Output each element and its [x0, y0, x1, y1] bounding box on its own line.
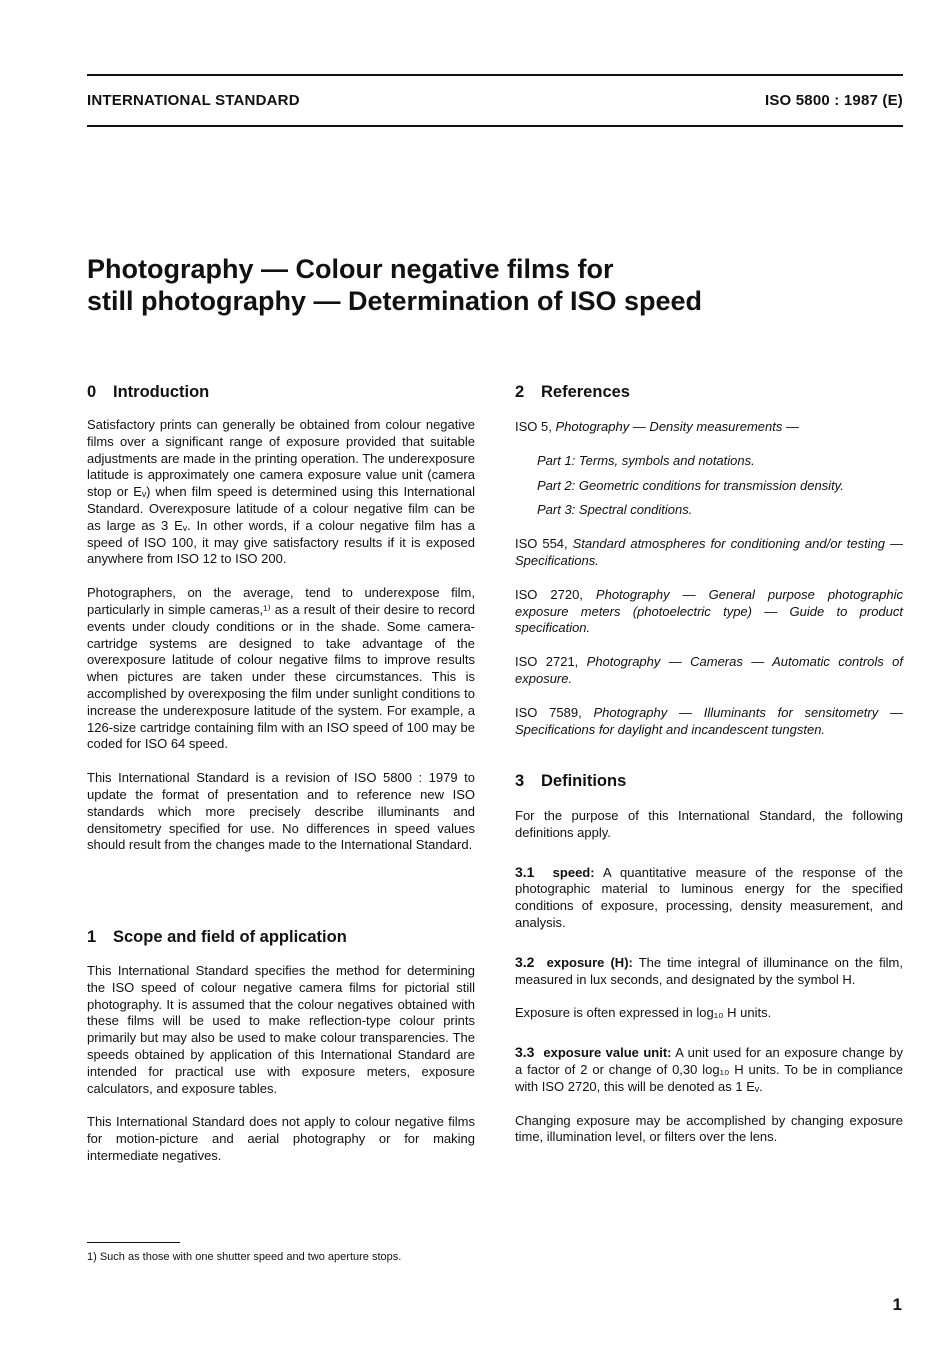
definitions-body: [515, 808, 903, 1163]
definition-item: 3.1 speed: A quantitative measure of the response of the photographic material to luminous energy for the specified conditions of exposure, processing, density measurement, and analysis.: [515, 863, 903, 930]
reference-item: ISO 7589, Photography — Illuminants for sensitometry — Specifications for daylight and incandescent tungsten.: [515, 704, 903, 737]
definition-item: 3.3 exposure value unit: A unit used for an exposure change by a factor of 2 or change of 0,30 log₁₀ H units. To be in compliance with ISO 2720, this will be denoted as 1 Eᵥ.: [515, 1044, 903, 1094]
scope-body: [87, 963, 475, 1182]
paragraph: Satisfactory prints can generally be obtained from colour negative films over a significant range of exposure provided that suitable adjustments are made in the printing operation. The underexposure latitude is approximately one camera exposure value unit (camera stop or Eᵥ) when film speed is determined using this International Standard. Overexposure latitude of a colour negative film can be as large as 3 Eᵥ. In other words, if a colour negative film has a speed of ISO 100, it may give satisfactory results if it is exposed anywhere from ISO 12 to ISO 200.: [87, 417, 475, 567]
reference-part: Part 3: Spectral conditions.: [537, 502, 693, 518]
paragraph: This International Standard is a revision of ISO 5800 : 1979 to update the format of presentation and to reference new ISO standards which more precisely describe illuminants and densitometry specified for use. No differences in speed values should result from the changes made to the International Standard.: [87, 770, 475, 853]
section-heading-references: 2 References: [515, 383, 630, 401]
title-line-2: still photography — Determination of ISO speed: [87, 286, 703, 316]
page-title: [87, 253, 702, 317]
reference-iso5: ISO 5, Photography — Density measurements —: [515, 419, 799, 434]
top-rule: [87, 74, 903, 76]
definition-note: Changing exposure may be accomplished by changing exposure time, illumination level, or filters over the lens.: [515, 1112, 903, 1145]
section-heading-introduction: 0 Introduction: [87, 383, 210, 401]
header-standard-number: ISO 5800 : 1987 (E): [764, 92, 903, 109]
references-body: [515, 419, 903, 755]
header-rule: [87, 125, 903, 127]
title-line-1: Photography — Colour negative films for: [87, 254, 614, 284]
reference-item: ISO 2721, Photography — Cameras — Automatic controls of exposure.: [515, 654, 903, 686]
definition-item: 3.2 exposure (H): The time integral of illuminance on the film, measured in lux seconds, and designated by the symbol H.: [515, 953, 903, 987]
reference-part: Part 1: Terms, symbols and notations.: [537, 452, 755, 468]
paragraph: Photographers, on the average, tend to underexpose film, particularly in simple cameras,¹⁾ as a result of their desire to record events under cloudy conditions or in the shade. Some camera-cartridge systems are designed to take advantage of the overexposure latitude of colour negative films to improve results when pictures are taken under these circumstances. This is accomplished by overexposing the film under sunlight conditions to increase the underexposure latitude of the system. For example, a 126-size cartridge containing film with an ISO speed of 100 may be coded for ISO 64 speed.: [87, 585, 475, 752]
paragraph: This International Standard does not apply to colour negative films for motion-picture and aerial photography or for making intermediate negatives.: [87, 1114, 475, 1163]
footnote-rule: [87, 1242, 180, 1243]
reference-part: Part 2: Geometric conditions for transmission density.: [537, 477, 844, 493]
introduction-body: [87, 417, 475, 871]
definition-note: Exposure is often expressed in log₁₀ H units.: [515, 1005, 772, 1021]
definitions-intro: For the purpose of this International Standard, the following definitions apply.: [515, 808, 903, 840]
section-heading-definitions: 3 Definitions: [515, 772, 627, 790]
paragraph: This International Standard specifies the method for determining the ISO speed of colour negative camera films for pictorial still photography. It is assumed that the colour negatives obtained with these films will be used to make reflection-type colour prints primarily but may also be used to make colour transparencies. The speeds obtained by application of this International Standard are intended for practical use with exposure meters, exposure calculators, and exposure tables.: [87, 963, 475, 1096]
footnote: 1) Such as those with one shutter speed and two aperture stops.: [87, 1251, 402, 1263]
reference-item: ISO 554, Standard atmospheres for conditioning and/or testing — Specifications.: [515, 536, 903, 568]
header-standard-type: INTERNATIONAL STANDARD: [87, 92, 300, 109]
page-number: 1: [892, 1295, 902, 1314]
section-heading-scope: 1 Scope and field of application: [87, 928, 347, 946]
reference-item: ISO 2720, Photography — General purpose photographic exposure meters (photoelectric type) — Guide to product specification.: [515, 586, 903, 636]
